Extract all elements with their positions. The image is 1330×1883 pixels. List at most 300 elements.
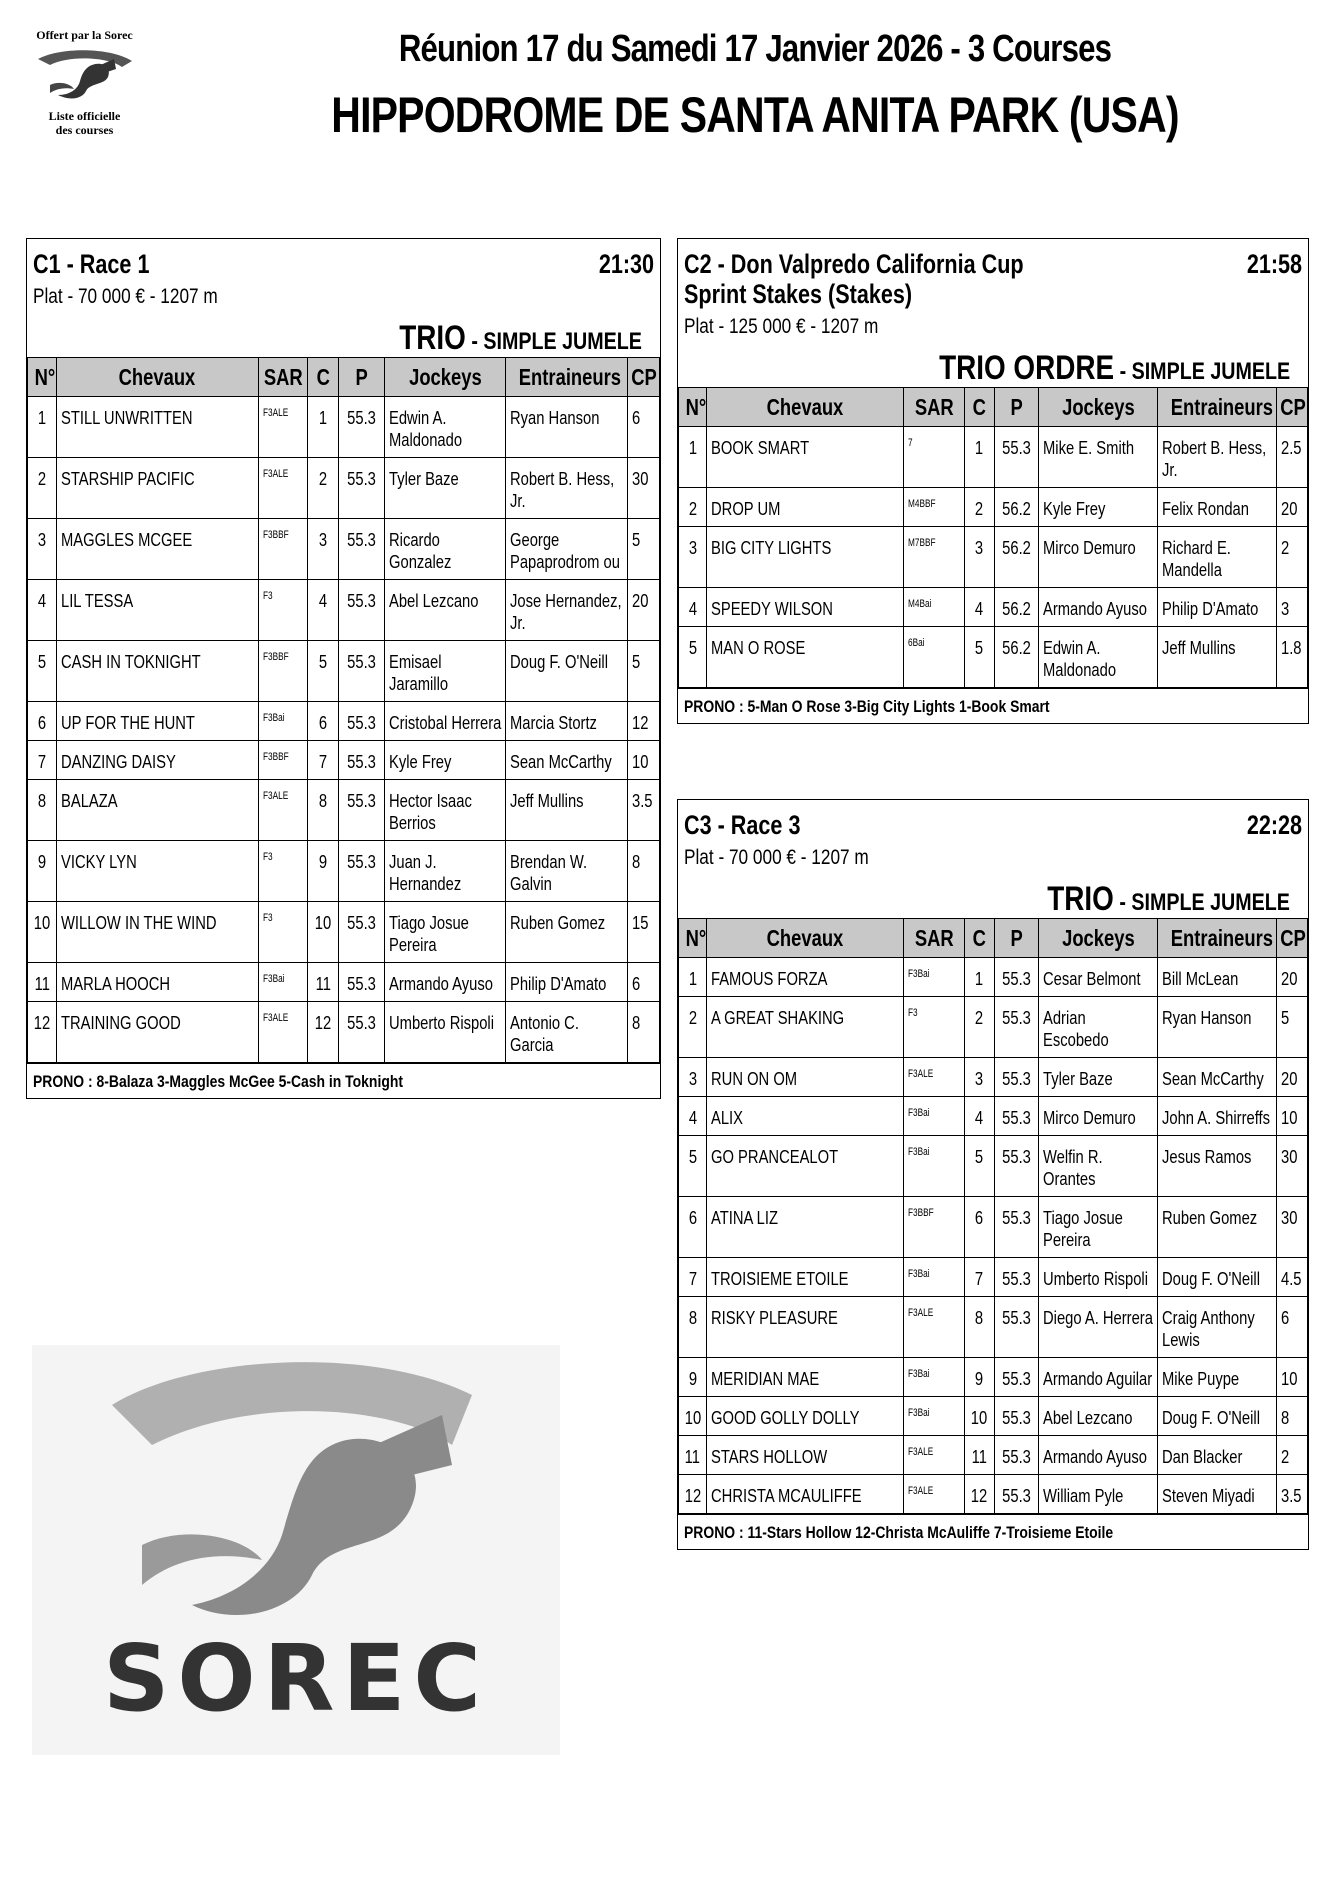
cord-value: 8 bbox=[319, 791, 328, 811]
column-header bbox=[506, 358, 628, 397]
prono-text: PRONO : 8-Balaza 3-Maggles McGee 5-Cash in Toknight bbox=[33, 1072, 403, 1091]
weight-cell bbox=[339, 580, 384, 641]
weight-cell bbox=[339, 458, 384, 519]
runner-number: 10 bbox=[33, 913, 51, 933]
sar-cell bbox=[904, 1475, 964, 1514]
runner-number-cell bbox=[679, 1397, 707, 1436]
runner-number: 4 bbox=[37, 591, 47, 611]
weight-cell bbox=[994, 1436, 1038, 1475]
trainer-name: Philip D'Amato bbox=[510, 974, 607, 994]
sar-value: 7 bbox=[908, 437, 914, 449]
column-header bbox=[308, 358, 339, 397]
runner-number-cell bbox=[28, 1002, 57, 1063]
weight-cell bbox=[339, 841, 384, 902]
trainer-cell bbox=[506, 702, 628, 741]
sar-cell bbox=[258, 841, 307, 902]
sar-value: F3Bai bbox=[262, 973, 285, 985]
cord-cell bbox=[964, 1197, 994, 1258]
column-header-label: Jockeys bbox=[408, 363, 482, 390]
sar-cell bbox=[258, 397, 307, 458]
cp-cell bbox=[1276, 958, 1307, 997]
cp-value: 3.5 bbox=[1280, 1486, 1302, 1506]
cp-value: 6 bbox=[1280, 1308, 1289, 1328]
sar-cell bbox=[258, 780, 307, 841]
weight-value: 55.3 bbox=[1002, 1069, 1031, 1089]
table-row bbox=[679, 1058, 1308, 1097]
jockey-name: Umberto Rispoli bbox=[388, 1013, 494, 1033]
race-time: 21:58 bbox=[1246, 249, 1302, 279]
sar-cell bbox=[904, 1297, 964, 1358]
sar-value: F3ALE bbox=[262, 407, 289, 419]
cp-cell bbox=[1276, 627, 1307, 688]
column-header-label: C bbox=[316, 363, 331, 390]
column-header bbox=[904, 919, 964, 958]
horse-name: RISKY PLEASURE bbox=[711, 1308, 839, 1328]
trainer-name: Jeff Mullins bbox=[1162, 638, 1236, 658]
table-row bbox=[28, 580, 660, 641]
table-row bbox=[679, 588, 1308, 627]
sar-cell bbox=[258, 458, 307, 519]
column-header-label: CP bbox=[631, 363, 657, 390]
cp-value: 8 bbox=[1280, 1408, 1289, 1428]
horse-name: FAMOUS FORZA bbox=[711, 969, 828, 989]
prono-text: PRONO : 5-Man O Rose 3-Big City Lights 1-Book Smart bbox=[684, 697, 1050, 716]
runner-number: 11 bbox=[684, 1447, 701, 1467]
weight-value: 55.3 bbox=[347, 852, 376, 872]
weight-cell bbox=[339, 1002, 384, 1063]
sar-cell bbox=[258, 902, 307, 963]
sar-value: F3ALE bbox=[908, 1485, 934, 1497]
runner-number: 4 bbox=[688, 599, 697, 619]
horse-name: LIL TESSA bbox=[60, 591, 134, 611]
horse-name: MERIDIAN MAE bbox=[711, 1369, 820, 1389]
weight-cell bbox=[339, 963, 384, 1002]
table-row bbox=[679, 1097, 1308, 1136]
horse-name: TRAINING GOOD bbox=[60, 1013, 181, 1033]
runner-number-cell bbox=[28, 702, 57, 741]
weight-cell bbox=[994, 1475, 1038, 1514]
sar-cell bbox=[904, 588, 964, 627]
jockey-cell bbox=[384, 458, 506, 519]
cp-value: 30 bbox=[632, 469, 649, 489]
trainer-cell bbox=[1158, 488, 1277, 527]
jockey-name: Armando Ayuso bbox=[1043, 1447, 1148, 1467]
column-header bbox=[964, 388, 994, 427]
runner-number-cell bbox=[28, 963, 57, 1002]
trainer-name: Ryan Hanson bbox=[510, 408, 600, 428]
weight-value: 55.3 bbox=[347, 713, 376, 733]
cord-cell bbox=[964, 627, 994, 688]
runner-number-cell bbox=[679, 1197, 707, 1258]
runner-number-cell bbox=[679, 1136, 707, 1197]
column-header bbox=[1039, 388, 1158, 427]
cord-value: 7 bbox=[975, 1269, 984, 1289]
weight-cell bbox=[339, 780, 384, 841]
weight-value: 55.3 bbox=[1002, 1269, 1031, 1289]
cp-cell bbox=[628, 741, 660, 780]
cord-cell bbox=[964, 527, 994, 588]
horse-name: MAGGLES MCGEE bbox=[60, 530, 193, 550]
runner-number: 5 bbox=[688, 638, 697, 658]
sar-value: 6Bai bbox=[908, 637, 925, 649]
jockey-name: Cristobal Herrera bbox=[388, 713, 502, 733]
bet-main: TRIO ORDRE bbox=[938, 349, 1114, 387]
horse-cell bbox=[707, 488, 904, 527]
table-row bbox=[28, 841, 660, 902]
weight-value: 55.3 bbox=[1002, 1308, 1031, 1328]
cord-value: 3 bbox=[319, 530, 328, 550]
cord-cell bbox=[308, 780, 339, 841]
cp-cell bbox=[1276, 488, 1307, 527]
runner-number-cell bbox=[679, 1097, 707, 1136]
cord-value: 6 bbox=[319, 713, 328, 733]
bet-types bbox=[684, 880, 1302, 918]
column-header bbox=[1158, 388, 1277, 427]
sar-value: F3BBF bbox=[262, 529, 289, 541]
trainer-cell bbox=[506, 1002, 628, 1063]
prono bbox=[678, 1514, 1308, 1549]
jockey-cell bbox=[1039, 1475, 1158, 1514]
runner-number: 2 bbox=[688, 1008, 697, 1028]
race-info: Plat - 70 000 € - 1207 m bbox=[33, 285, 218, 308]
runner-number: 5 bbox=[688, 1147, 697, 1167]
sar-value: F3BBF bbox=[262, 751, 289, 763]
column-header bbox=[994, 388, 1038, 427]
cord-value: 4 bbox=[975, 1108, 984, 1128]
runner-number-cell bbox=[679, 1475, 707, 1514]
runner-number: 3 bbox=[688, 1069, 697, 1089]
column-header bbox=[258, 358, 307, 397]
cp-value: 4.5 bbox=[1280, 1269, 1302, 1289]
cord-cell bbox=[308, 458, 339, 519]
table-row bbox=[679, 1436, 1308, 1475]
sar-value: F3Bai bbox=[908, 968, 930, 980]
weight-cell bbox=[339, 641, 384, 702]
jockey-cell bbox=[1039, 527, 1158, 588]
cord-cell bbox=[964, 1136, 994, 1197]
cord-value: 1 bbox=[975, 969, 984, 989]
sar-cell bbox=[904, 1258, 964, 1297]
runner-number: 1 bbox=[688, 969, 697, 989]
cord-cell bbox=[308, 702, 339, 741]
cp-cell bbox=[628, 963, 660, 1002]
race-info: Plat - 125 000 € - 1207 m bbox=[684, 315, 879, 338]
horse-head-logo-icon bbox=[32, 1345, 560, 1645]
trainer-name: Robert B. Hess, Jr. bbox=[510, 469, 615, 511]
race-header bbox=[678, 800, 1308, 918]
jockey-cell bbox=[384, 397, 506, 458]
trainer-cell bbox=[1158, 427, 1277, 488]
sar-value: M4Bai bbox=[908, 598, 932, 610]
column-header-label: SAR bbox=[914, 924, 954, 951]
cp-cell bbox=[628, 458, 660, 519]
column-header-label: CP bbox=[1279, 924, 1306, 951]
column-header-label: Jockeys bbox=[1061, 924, 1135, 951]
cp-cell bbox=[628, 780, 660, 841]
horse-cell bbox=[707, 1058, 904, 1097]
runner-number-cell bbox=[28, 580, 57, 641]
horse-cell bbox=[56, 841, 258, 902]
runner-number-cell bbox=[679, 588, 707, 627]
table-row bbox=[679, 1397, 1308, 1436]
column-header bbox=[904, 388, 964, 427]
trainer-name: Sean McCarthy bbox=[510, 752, 613, 772]
jockey-cell bbox=[384, 519, 506, 580]
weight-value: 55.3 bbox=[347, 530, 376, 550]
horse-cell bbox=[56, 1002, 258, 1063]
trainer-cell bbox=[1158, 1297, 1277, 1358]
weight-cell bbox=[994, 1197, 1038, 1258]
jockey-name: Kyle Frey bbox=[1043, 499, 1106, 519]
cord-value: 2 bbox=[319, 469, 328, 489]
race-panel-c3 bbox=[677, 799, 1309, 1550]
runner-number: 10 bbox=[684, 1408, 701, 1428]
column-header bbox=[339, 358, 384, 397]
prono bbox=[27, 1063, 660, 1098]
weight-value: 55.3 bbox=[1002, 1369, 1031, 1389]
horse-cell bbox=[56, 702, 258, 741]
race-time: 21:30 bbox=[598, 249, 654, 279]
meeting-title: Réunion 17 du Samedi 17 Janvier 2026 - 3 Courses bbox=[398, 28, 1112, 70]
trainer-cell bbox=[1158, 1097, 1277, 1136]
table-row bbox=[28, 1002, 660, 1063]
column-header-label: CP bbox=[1279, 393, 1306, 420]
trainer-cell bbox=[506, 641, 628, 702]
weight-cell bbox=[339, 397, 384, 458]
sar-value: F3BBF bbox=[908, 1207, 935, 1219]
cord-value: 5 bbox=[975, 1147, 984, 1167]
jockey-cell bbox=[384, 1002, 506, 1063]
jockey-name: Welfin R. Orantes bbox=[1043, 1147, 1103, 1189]
runner-number: 12 bbox=[684, 1486, 701, 1506]
horse-cell bbox=[56, 780, 258, 841]
cp-value: 2.5 bbox=[1280, 438, 1302, 458]
trainer-name: John A. Shirreffs bbox=[1162, 1108, 1271, 1128]
cord-value: 2 bbox=[975, 1008, 984, 1028]
runner-number-cell bbox=[679, 1058, 707, 1097]
cp-cell bbox=[1276, 1258, 1307, 1297]
trainer-name: Steven Miyadi bbox=[1162, 1486, 1255, 1506]
jockey-name: Edwin A. Maldonado bbox=[1043, 638, 1117, 680]
bet-rest: - SIMPLE JUMELE bbox=[465, 328, 642, 355]
trainer-name: Jesus Ramos bbox=[1162, 1147, 1252, 1167]
runner-number: 2 bbox=[688, 499, 697, 519]
jockey-cell bbox=[1039, 997, 1158, 1058]
runner-number-cell bbox=[679, 1436, 707, 1475]
horse-name: ATINA LIZ bbox=[711, 1208, 779, 1228]
table-row bbox=[28, 702, 660, 741]
trainer-name: Marcia Stortz bbox=[510, 713, 598, 733]
jockey-name: Mirco Demuro bbox=[1043, 1108, 1136, 1128]
horse-cell bbox=[56, 458, 258, 519]
race-name: C1 - Race 1 bbox=[33, 249, 150, 279]
cp-cell bbox=[628, 841, 660, 902]
jockey-name: Juan J. Hernandez bbox=[388, 852, 461, 894]
runner-number: 9 bbox=[37, 852, 47, 872]
cord-value: 3 bbox=[975, 538, 984, 558]
weight-value: 55.3 bbox=[347, 791, 376, 811]
jockey-name: Adrian Escobedo bbox=[1043, 1008, 1109, 1050]
sar-value: M7BBF bbox=[908, 537, 936, 549]
cp-value: 10 bbox=[632, 752, 649, 772]
weight-cell bbox=[339, 741, 384, 780]
column-header-label: SAR bbox=[914, 393, 954, 420]
sar-value: F3Bai bbox=[908, 1368, 930, 1380]
jockey-cell bbox=[1039, 427, 1158, 488]
cp-value: 6 bbox=[632, 408, 641, 428]
prono bbox=[678, 688, 1308, 723]
runner-number: 12 bbox=[33, 1013, 51, 1033]
logo-bottom-text-2: des courses bbox=[55, 123, 114, 137]
trainer-cell bbox=[506, 963, 628, 1002]
trainer-name: Robert B. Hess, Jr. bbox=[1162, 438, 1267, 480]
table-row bbox=[679, 1258, 1308, 1297]
sar-cell bbox=[258, 580, 307, 641]
trainer-cell bbox=[1158, 958, 1277, 997]
weight-value: 55.3 bbox=[347, 913, 376, 933]
horse-cell bbox=[56, 519, 258, 580]
table-header-row bbox=[679, 388, 1308, 427]
race-panel-c1 bbox=[26, 238, 661, 1099]
sar-value: F3Bai bbox=[908, 1268, 930, 1280]
weight-value: 55.3 bbox=[1002, 1008, 1031, 1028]
weight-value: 55.3 bbox=[1002, 969, 1031, 989]
column-header bbox=[679, 388, 707, 427]
horse-name: GOOD GOLLY DOLLY bbox=[711, 1408, 860, 1428]
horse-cell bbox=[707, 997, 904, 1058]
cp-value: 15 bbox=[632, 913, 649, 933]
horse-name: MAN O ROSE bbox=[711, 638, 806, 658]
runner-number: 3 bbox=[688, 538, 697, 558]
jockey-cell bbox=[1039, 1297, 1158, 1358]
runner-number: 5 bbox=[37, 652, 47, 672]
horse-cell bbox=[707, 1475, 904, 1514]
weight-cell bbox=[994, 1097, 1038, 1136]
column-header bbox=[1276, 919, 1307, 958]
runner-number-cell bbox=[28, 458, 57, 519]
trainer-name: Ruben Gomez bbox=[1162, 1208, 1258, 1228]
jockey-cell bbox=[1039, 1258, 1158, 1297]
cp-cell bbox=[1276, 1058, 1307, 1097]
race-header bbox=[678, 239, 1308, 387]
trainer-cell bbox=[506, 580, 628, 641]
trainer-name: Jeff Mullins bbox=[510, 791, 584, 811]
trainer-cell bbox=[1158, 1197, 1277, 1258]
table-row bbox=[679, 1475, 1308, 1514]
cord-cell bbox=[308, 641, 339, 702]
runner-number-cell bbox=[28, 780, 57, 841]
cp-cell bbox=[1276, 1136, 1307, 1197]
runner-number-cell bbox=[679, 527, 707, 588]
column-header bbox=[56, 358, 258, 397]
cp-value: 20 bbox=[632, 591, 649, 611]
runner-number: 8 bbox=[37, 791, 47, 811]
trainer-name: Philip D'Amato bbox=[1162, 599, 1259, 619]
jockey-name: Tiago Josue Pereira bbox=[388, 913, 469, 955]
weight-value: 55.3 bbox=[347, 974, 376, 994]
sar-cell bbox=[258, 702, 307, 741]
column-header bbox=[384, 358, 506, 397]
column-header bbox=[679, 919, 707, 958]
jockey-name: Armando Aguilar bbox=[1043, 1369, 1153, 1389]
sar-value: F3 bbox=[262, 851, 273, 863]
table-row bbox=[679, 1358, 1308, 1397]
sar-value: F3Bai bbox=[908, 1407, 930, 1419]
sar-cell bbox=[258, 641, 307, 702]
weight-cell bbox=[994, 588, 1038, 627]
horse-cell bbox=[707, 958, 904, 997]
trainer-name: Dan Blacker bbox=[1162, 1447, 1243, 1467]
table-row bbox=[679, 958, 1308, 997]
jockey-cell bbox=[1039, 588, 1158, 627]
trainer-name: Antonio C. Garcia bbox=[510, 1013, 580, 1055]
trainer-name: Richard E. Mandella bbox=[1162, 538, 1231, 580]
cp-cell bbox=[1276, 1397, 1307, 1436]
trainer-cell bbox=[1158, 1136, 1277, 1197]
cp-cell bbox=[1276, 1197, 1307, 1258]
horse-cell bbox=[56, 902, 258, 963]
trainer-name: Bill McLean bbox=[1162, 969, 1239, 989]
cord-cell bbox=[308, 963, 339, 1002]
weight-cell bbox=[994, 1397, 1038, 1436]
jockey-name: William Pyle bbox=[1043, 1486, 1124, 1506]
column-header-label: Entraineurs bbox=[1170, 924, 1274, 951]
jockey-cell bbox=[1039, 1397, 1158, 1436]
cp-cell bbox=[628, 902, 660, 963]
sorec-small-logo bbox=[22, 28, 147, 153]
cord-cell bbox=[964, 1397, 994, 1436]
horse-cell bbox=[707, 1258, 904, 1297]
cord-value: 5 bbox=[975, 638, 984, 658]
cord-cell bbox=[308, 580, 339, 641]
cp-value: 3.5 bbox=[632, 791, 653, 811]
weight-value: 55.3 bbox=[347, 408, 376, 428]
sar-value: F3ALE bbox=[262, 1012, 289, 1024]
horse-name: VICKY LYN bbox=[60, 852, 137, 872]
horse-name: SPEEDY WILSON bbox=[711, 599, 834, 619]
race-name: C2 - Don Valpredo California Cup Sprint Stakes (Stakes) bbox=[684, 249, 1024, 309]
jockey-name: Tyler Baze bbox=[1043, 1069, 1114, 1089]
cp-value: 8 bbox=[632, 852, 641, 872]
runner-number: 1 bbox=[37, 408, 47, 428]
cp-cell bbox=[1276, 1097, 1307, 1136]
horse-name: CASH IN TOKNIGHT bbox=[60, 652, 201, 672]
cp-value: 5 bbox=[632, 652, 641, 672]
runner-number-cell bbox=[679, 1297, 707, 1358]
weight-value: 55.3 bbox=[1002, 1147, 1031, 1167]
cord-value: 12 bbox=[315, 1013, 332, 1033]
column-header bbox=[1039, 919, 1158, 958]
trainer-cell bbox=[1158, 627, 1277, 688]
sar-cell bbox=[904, 1197, 964, 1258]
table-row bbox=[679, 1197, 1308, 1258]
runner-number-cell bbox=[28, 841, 57, 902]
sar-value: F3ALE bbox=[908, 1446, 934, 1458]
trainer-cell bbox=[1158, 1258, 1277, 1297]
bet-rest: - SIMPLE JUMELE bbox=[1113, 889, 1290, 916]
cp-value: 20 bbox=[1280, 1069, 1298, 1089]
column-header-label: Chevaux bbox=[119, 363, 196, 390]
trainer-cell bbox=[506, 741, 628, 780]
cp-value: 10 bbox=[1280, 1108, 1298, 1128]
cp-value: 12 bbox=[632, 713, 649, 733]
horse-name: CHRISTA MCAULIFFE bbox=[711, 1486, 862, 1506]
trainer-name: Sean McCarthy bbox=[1162, 1069, 1264, 1089]
column-header-label: N° bbox=[685, 924, 707, 951]
table-row bbox=[679, 627, 1308, 688]
bet-types bbox=[33, 319, 654, 357]
column-header-label: Chevaux bbox=[766, 924, 844, 951]
